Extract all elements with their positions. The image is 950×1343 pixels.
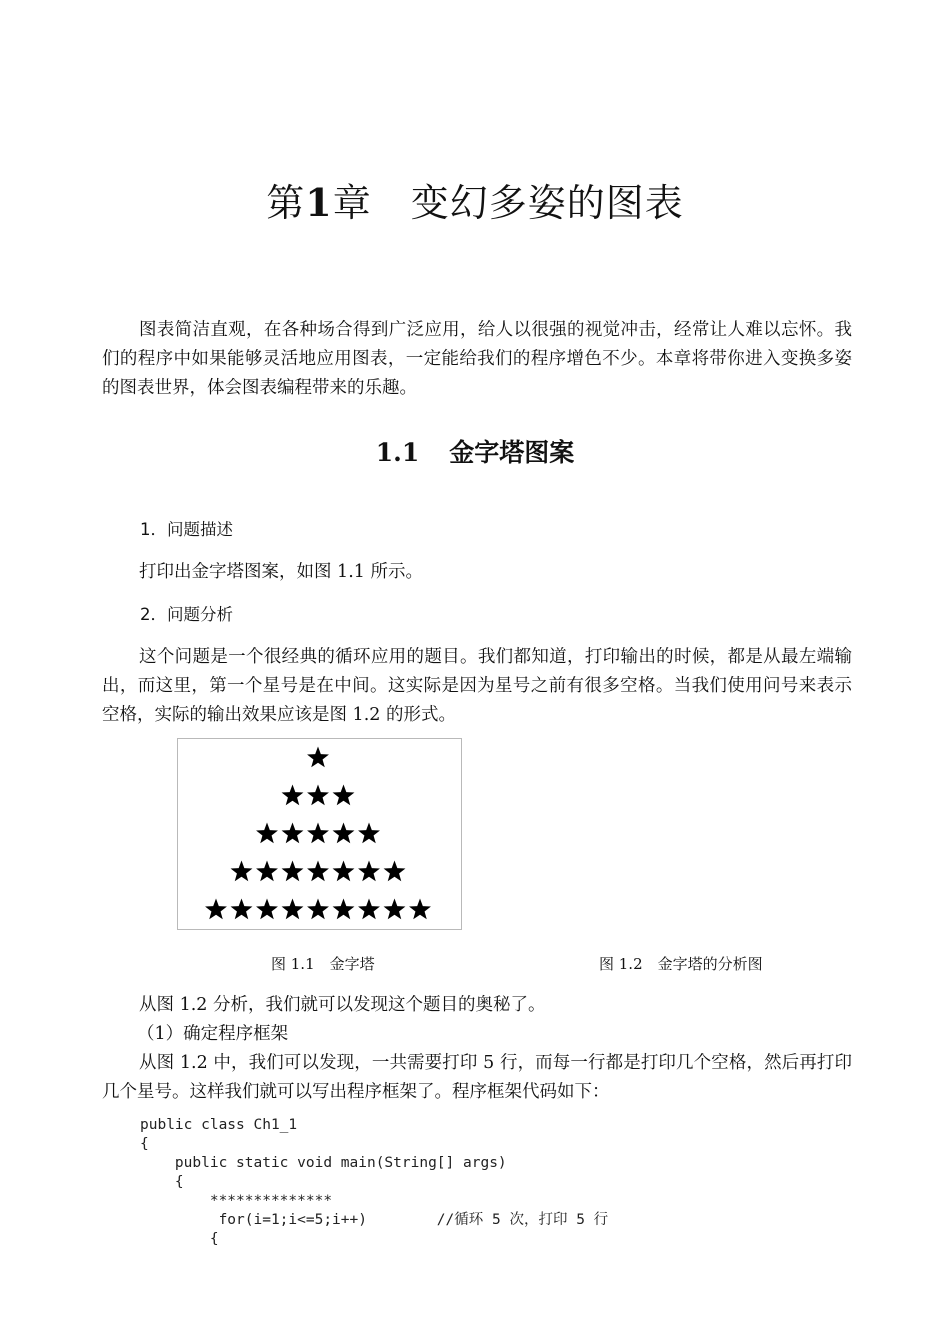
star-mark [307,899,329,920]
code-block: public class Ch1_1 { public static void main(String[] args) { ************** for(i=1;i<=5;i++) //循环 5 次，打印 5 行 { [140,1117,609,1247]
star-mark [384,899,406,920]
star-mark [384,861,406,882]
star-mark [256,861,278,882]
figure-1-2-caption: 图 1.2 金字塔的分析图 [599,955,763,973]
star-mark [333,861,355,882]
star-mark [282,861,304,882]
problem-analysis-heading: 2．问题分析 [140,605,233,624]
chapter-prefix: 第 [266,181,306,225]
section-name: 金字塔图案 [449,438,575,467]
star-mark [358,861,380,882]
pyramid-figure [177,738,462,930]
chapter-title [0,172,950,227]
star-mark [307,823,329,844]
chapter-number: 1 [305,180,333,225]
star-mark [409,899,431,920]
star-mark [333,823,355,844]
star-mark [282,823,304,844]
star-mark [282,899,304,920]
star-mark [333,899,355,920]
step1-heading: （1）确定程序框架 [137,1024,289,1044]
pyramid-star-graphic [178,739,461,929]
star-mark [231,899,253,920]
star-mark [307,861,329,882]
section-title [0,433,950,469]
figure-1-1-caption: 图 1.1 金字塔 [271,955,375,973]
problem-description-text: 打印出金字塔图案，如图 1.1 所示。 [139,562,423,582]
star-mark [282,785,304,806]
star-mark [256,899,278,920]
problem-description-heading: 1．问题描述 [140,520,233,539]
star-mark [307,747,329,768]
star-mark [333,785,355,806]
after-figure-text: 从图 1.2 分析，我们就可以发现这个题目的奥秘了。 [139,995,546,1015]
star-mark [358,899,380,920]
chapter-suffix: 章 [332,181,372,225]
star-mark [256,823,278,844]
intro-paragraph: 图表简洁直观，在各种场合得到广泛应用，给人以很强的视觉冲击，经常让人难以忘怀。我们的程序中如果能够灵活地应用图表，一定能给我们的程序增色不少。本章将带你进入变换多姿的图表世界，体会图表编程带来的乐趣。 [102,320,852,398]
step1-text: 从图 1.2 中，我们可以发现，一共需要打印 5 行，而每一行都是打印几个空格，然后再打印几个星号。这样我们就可以写出程序框架了。程序框架代码如下： [102,1053,852,1102]
star-mark [205,899,227,920]
star-mark [307,785,329,806]
section-number: 1.1 [375,438,420,467]
chapter-name: 变幻多姿的图表 [410,181,684,225]
star-mark [358,823,380,844]
star-mark [231,861,253,882]
problem-analysis-text: 这个问题是一个很经典的循环应用的题目。我们都知道，打印输出的时候，都是从最左端输出，而这里，第一个星号是在中间。这实际是因为星号之前有很多空格。当我们使用问号来表示空格，实际的输出效果应该是图 1.2 的形式。 [102,647,852,725]
